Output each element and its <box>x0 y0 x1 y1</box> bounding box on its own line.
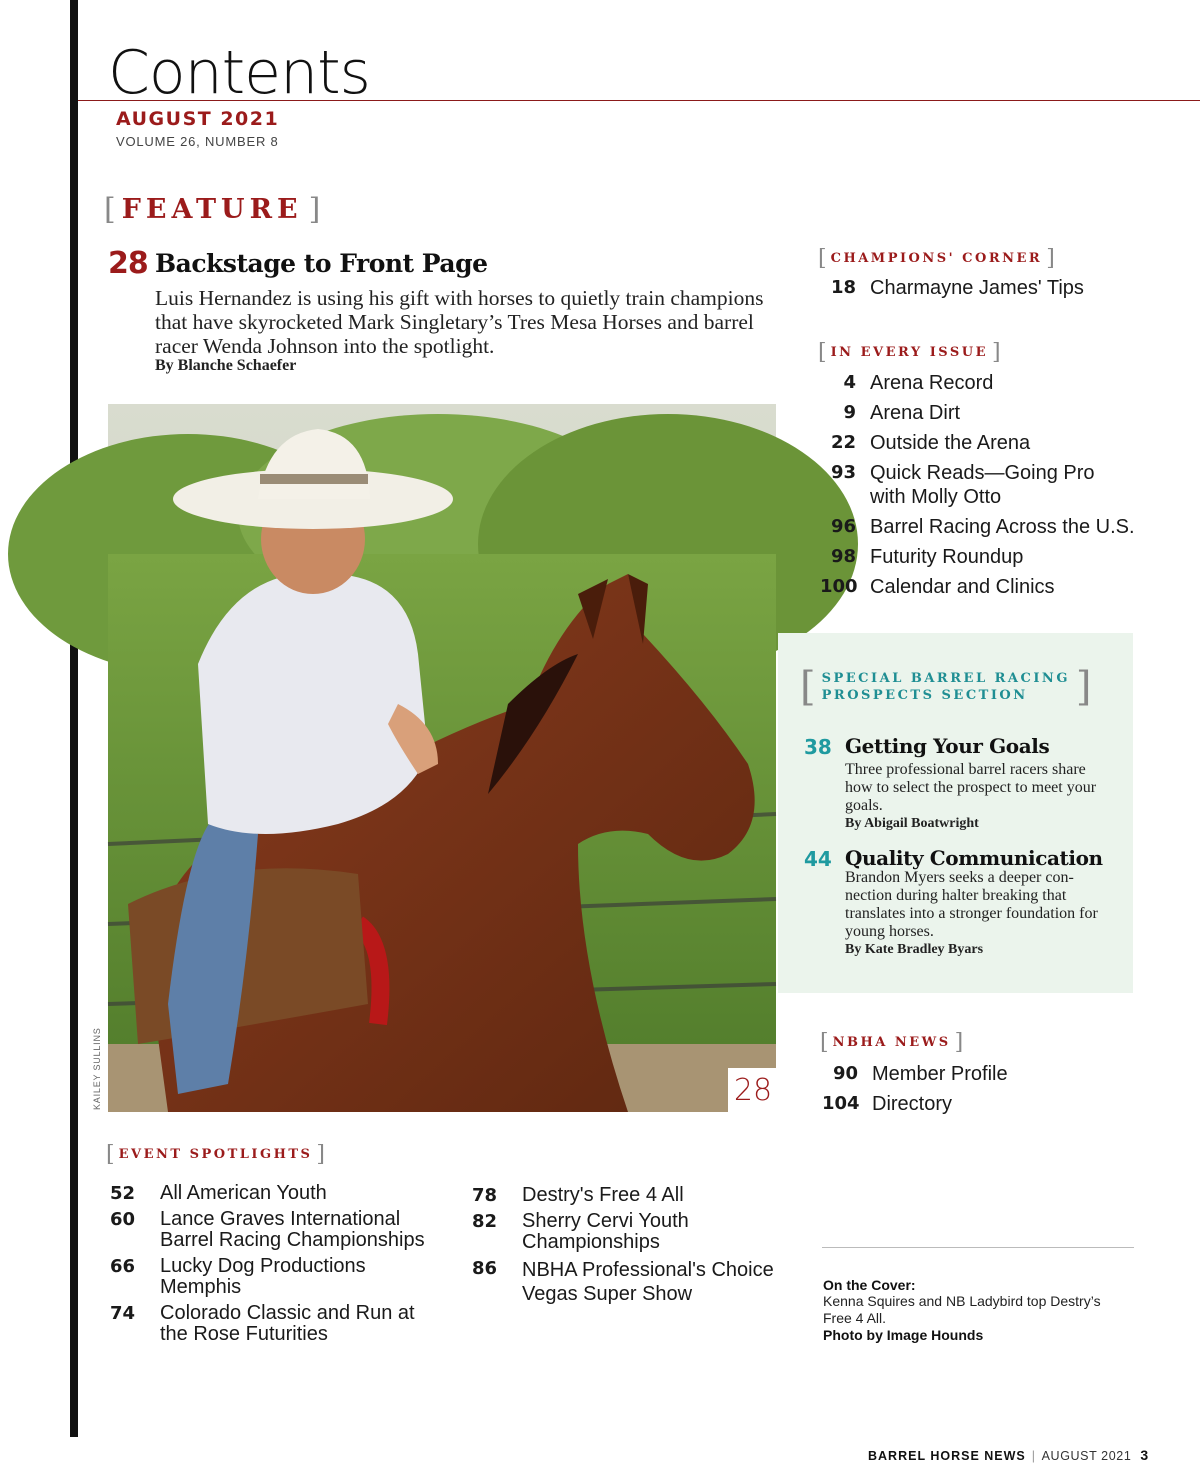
event-spotlights-column-1 <box>110 1183 440 1350</box>
in-every-issue-list <box>820 371 1150 605</box>
item-page-number: 78 <box>472 1185 498 1206</box>
item-page-number: 82 <box>472 1211 498 1232</box>
list-item[interactable] <box>820 545 1150 569</box>
feature-section-label <box>104 192 320 227</box>
bracket-open: [ <box>818 340 827 365</box>
footer-page-number: 3 <box>1140 1447 1149 1463</box>
item-title: Calendar and Clinics <box>870 576 1055 598</box>
item-page-number: 22 <box>830 432 856 453</box>
item-title: Sherry Cervi Youth Championships <box>522 1210 689 1253</box>
feature-photo <box>108 404 776 1112</box>
list-item[interactable] <box>820 371 1150 395</box>
page-title: Contents <box>108 38 370 108</box>
item-page-number: 96 <box>830 516 856 537</box>
bracket-close: ] <box>992 340 1001 365</box>
item-title: Arena Dirt <box>870 402 961 424</box>
photo-credit: KAILEY SULLINS <box>92 1027 102 1110</box>
footer-magazine-name: BARREL HORSE NEWS <box>868 1449 1026 1463</box>
item-page-number: 93 <box>830 462 856 483</box>
item-title: Lucky Dog Productions Memphis <box>160 1255 366 1298</box>
list-item[interactable] <box>110 1256 440 1298</box>
item-page-number: 100 <box>820 576 858 597</box>
list-item[interactable] <box>820 431 1150 455</box>
item-title: Member Profile <box>872 1063 1008 1085</box>
list-item[interactable] <box>110 1303 440 1345</box>
item-title: Futurity Roundup <box>870 546 1024 568</box>
list-item[interactable] <box>820 401 1150 425</box>
feature-title[interactable]: Backstage to Front Page <box>155 249 488 278</box>
bracket-close: ] <box>1075 664 1092 710</box>
bracket-open: [ <box>820 1030 829 1055</box>
special-article-description: Brandon Myers seeks a deeper con-nection during halter breaking that translates into a stronger foundation for young horses. <box>845 869 1098 940</box>
item-title: Outside the Arena <box>870 432 1031 454</box>
item-page-number: 60 <box>110 1209 136 1230</box>
event-spotlights-label <box>106 1142 325 1167</box>
bracket-close: ] <box>308 192 321 227</box>
item-title: Quick Reads—Going Pro with Molly Otto <box>870 462 1095 508</box>
item-page-number: 98 <box>830 546 856 567</box>
cover-heading: On the Cover: <box>823 1277 916 1293</box>
special-article-title[interactable]: Quality Communication <box>845 846 1103 870</box>
champions-corner-list <box>820 276 1140 306</box>
nbha-news-label-text: NBHA NEWS <box>832 1035 951 1050</box>
volume-number: VOLUME 26, NUMBER 8 <box>116 134 279 149</box>
bracket-open: [ <box>818 246 827 271</box>
cover-divider <box>822 1247 1134 1248</box>
cover-caption: Kenna Squires and NB Ladybird top Destry’s Free 4 All. <box>823 1293 1101 1326</box>
list-item[interactable] <box>820 575 1150 599</box>
bracket-close: ] <box>954 1030 964 1055</box>
bracket-close: ] <box>316 1142 326 1167</box>
special-article-title[interactable]: Getting Your Goals <box>845 734 1050 758</box>
list-item[interactable] <box>820 461 1150 509</box>
item-page-number: 74 <box>110 1303 136 1324</box>
bracket-open: [ <box>800 664 816 710</box>
special-article-page-number[interactable]: 44 <box>804 847 832 871</box>
champions-corner-label-text: CHAMPIONS' CORNER <box>830 251 1043 266</box>
item-title: Arena Record <box>870 372 994 394</box>
item-page-number: 18 <box>830 277 856 298</box>
champions-corner-label <box>818 246 1055 271</box>
special-section-label <box>800 664 1092 710</box>
list-item[interactable] <box>110 1209 440 1251</box>
item-page-number: 86 <box>472 1258 498 1279</box>
list-item[interactable] <box>820 276 1140 300</box>
special-article-byline: By Abigail Boatwright <box>845 816 979 831</box>
footer-date: AUGUST 2021 <box>1041 1449 1132 1463</box>
bracket-close: ] <box>1046 246 1055 271</box>
list-item[interactable] <box>822 1092 1142 1116</box>
item-page-number: 4 <box>843 372 856 393</box>
item-page-number: 9 <box>843 402 856 423</box>
item-title: Colorado Classic and Run at the Rose Futurities <box>160 1302 415 1345</box>
feature-byline: By Blanche Schaefer <box>155 357 297 374</box>
special-article-byline: By Kate Bradley Byars <box>845 942 984 957</box>
photo-page-tag[interactable]: 28 <box>728 1068 778 1112</box>
page-edge-bar <box>70 0 78 1437</box>
in-every-issue-label-text: IN EVERY ISSUE <box>830 345 989 360</box>
item-title: Barrel Racing Across the U.S. <box>870 516 1135 538</box>
event-spotlights-label-text: EVENT SPOTLIGHTS <box>118 1147 313 1162</box>
item-page-number: 90 <box>832 1063 858 1084</box>
item-title: Lance Graves International Barrel Racing Championships <box>160 1208 425 1251</box>
bracket-open: [ <box>104 192 116 227</box>
special-article-page-number[interactable]: 38 <box>804 735 832 759</box>
list-item[interactable] <box>472 1258 792 1306</box>
item-page-number: 52 <box>110 1183 136 1204</box>
feature-page-number[interactable]: 28 <box>108 246 148 281</box>
list-item[interactable] <box>110 1183 440 1204</box>
feature-label-text: FEATURE <box>121 194 303 225</box>
item-title: NBHA Professional's Choice Vegas Super Show <box>522 1259 774 1305</box>
item-page-number: 66 <box>110 1256 136 1277</box>
event-spotlights-column-2 <box>472 1185 792 1311</box>
special-article-description: Three professional barrel racers share how to select the prospect to meet your goals. <box>845 761 1097 814</box>
cowboy-on-horse-illustration <box>108 404 776 1112</box>
list-item[interactable] <box>822 1062 1142 1086</box>
special-section-label-text <box>816 670 1076 704</box>
cover-photo-credit: Photo by Image Hounds <box>823 1327 984 1343</box>
nbha-news-label <box>820 1030 963 1055</box>
special-label-line2: PROSPECTS SECTION <box>821 688 1028 703</box>
in-every-issue-label <box>818 340 1001 365</box>
feature-description: Luis Hernandez is using his gift with horses to quietly train champions that have skyrocketed Mark Singletary’s Tres Mesa Horses and barrel racer Wenda Johnson into the spotlight. <box>155 286 764 358</box>
bracket-open: [ <box>106 1142 115 1167</box>
footer-separator: | <box>1031 1449 1036 1463</box>
item-title: All American Youth <box>160 1182 327 1204</box>
list-item[interactable] <box>820 515 1150 539</box>
item-title: Directory <box>872 1093 953 1115</box>
item-page-number: 104 <box>822 1093 860 1114</box>
special-label-line1: SPECIAL BARREL RACING <box>821 671 1070 686</box>
list-item[interactable] <box>472 1211 792 1253</box>
issue-date: AUGUST 2021 <box>116 108 280 130</box>
list-item[interactable] <box>472 1185 792 1206</box>
nbha-news-list <box>822 1062 1142 1122</box>
item-title: Charmayne James' Tips <box>870 277 1084 299</box>
item-title: Destry's Free 4 All <box>522 1184 684 1206</box>
page-footer <box>868 1447 1149 1463</box>
